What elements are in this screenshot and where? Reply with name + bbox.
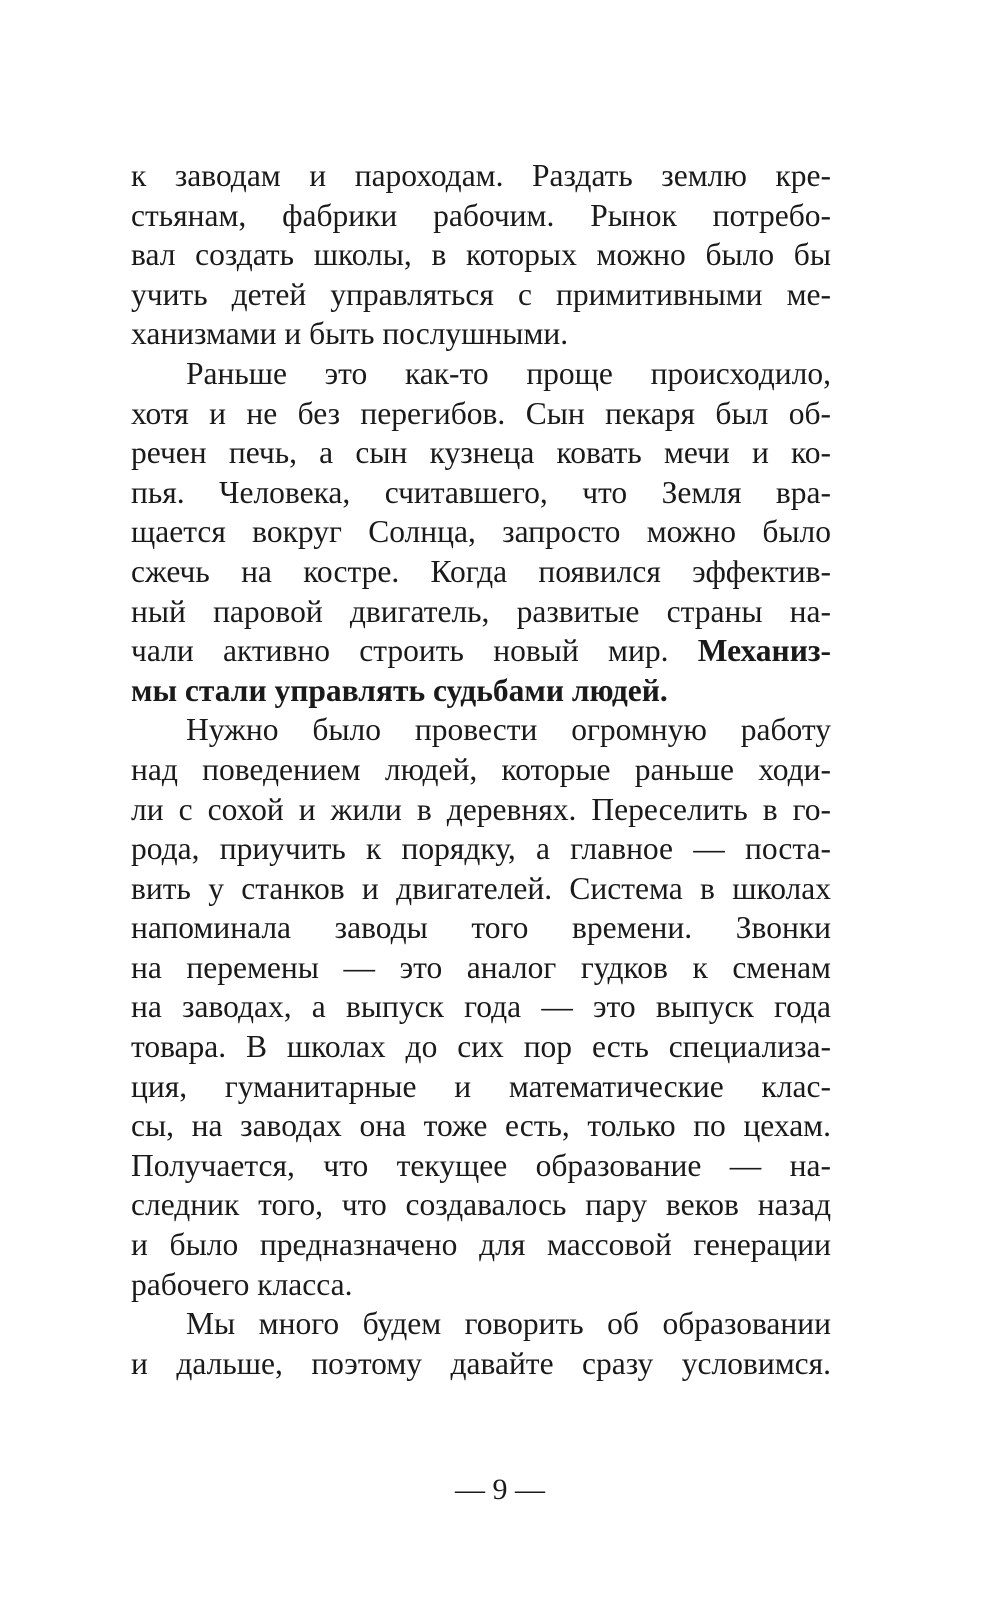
text-line: [131, 156, 831, 196]
page-number: — 9 —: [455, 1473, 545, 1506]
text-line-content: хотя и не без перегибов. Сын пекаря был об-: [131, 395, 831, 431]
text-line: [131, 1225, 831, 1265]
text-line: [131, 552, 831, 592]
text-line: [131, 1027, 831, 1067]
text-line: [131, 631, 831, 671]
paragraph: [131, 156, 831, 354]
bold-emphasis: Механиз-: [697, 633, 831, 669]
paragraph: [131, 354, 831, 710]
text-line-content: мы стали управлять судьбами людей.: [131, 672, 668, 708]
text-line-content: речен печь, а сын кузнеца ковать мечи и ко-: [131, 435, 831, 471]
paragraph: [131, 710, 831, 1304]
text-line-content: сы, на заводах она тоже есть, только по цехам.: [131, 1108, 831, 1144]
text-line: [131, 473, 831, 513]
text-line: [131, 1106, 831, 1146]
text-line: [131, 829, 831, 869]
text-line: [131, 1344, 831, 1384]
text-line: [131, 1146, 831, 1186]
text-line-content: на перемены — это аналог гудков к сменам: [131, 949, 831, 985]
text-line: [131, 592, 831, 632]
text-line-content: напоминала заводы того времени. Звонки: [131, 910, 831, 946]
text-line: [131, 869, 831, 909]
text-line-content: ли с сохой и жили в деревнях. Переселить в го-: [131, 791, 831, 827]
text-line: [131, 710, 831, 750]
text-line-content: над поведением людей, которые раньше ходи-: [131, 751, 831, 787]
text-line-content: сжечь на костре. Когда появился эффектив-: [131, 553, 831, 589]
text-line: [131, 394, 831, 434]
text-line: [131, 790, 831, 830]
text-line: [131, 987, 831, 1027]
text-line-content: и было предназначено для массовой генерации: [131, 1227, 831, 1263]
text-line: [131, 1185, 831, 1225]
text-line: [131, 512, 831, 552]
text-line-content: учить детей управляться с примитивными ме-: [131, 276, 831, 312]
text-line: [131, 1304, 831, 1344]
body-text: [131, 156, 831, 1383]
text-line-content: и дальше, поэтому давайте сразу условимся.: [131, 1345, 831, 1381]
text-line: [131, 750, 831, 790]
text-line-content: рабочего класса.: [131, 1266, 353, 1302]
text-line-content: щается вокруг Солнца, запросто можно было: [131, 514, 831, 550]
text-line-content: вить у станков и двигателей. Система в школах: [131, 870, 831, 906]
text-line-content: рода, приучить к порядку, а главное — поста-: [131, 831, 831, 867]
text-line: [131, 196, 831, 236]
text-line-content: чали активно строить новый мир.: [131, 633, 669, 669]
text-line: [131, 948, 831, 988]
text-line: [131, 1265, 831, 1305]
text-line: [131, 235, 831, 275]
text-line-content: ный паровой двигатель, развитые страны на-: [131, 593, 831, 629]
text-line-content: к заводам и пароходам. Раздать землю кре-: [131, 158, 831, 193]
text-line-content: вал создать школы, в которых можно было бы: [131, 237, 831, 273]
text-line: [131, 671, 831, 711]
text-line-content: товара. В школах до сих пор есть специализа-: [131, 1029, 831, 1065]
text-line-content: стьянам, фабрики рабочим. Рынок потребо-: [131, 197, 831, 233]
text-line-content: ханизмами и быть послушными.: [131, 316, 569, 352]
paragraph: [131, 1304, 831, 1383]
text-line-content: Мы много будем говорить об образовании: [186, 1306, 831, 1342]
text-line: [131, 908, 831, 948]
text-line-content: ция, гуманитарные и математические клас-: [131, 1068, 831, 1104]
text-line: [131, 314, 831, 354]
text-line: [131, 275, 831, 315]
text-line-content: следник того, что создавалось пару веков назад: [131, 1187, 831, 1223]
text-line: [131, 433, 831, 473]
text-line: [131, 1067, 831, 1107]
text-line-content: Нужно было провести огромную работу: [186, 712, 831, 748]
text-line-content: на заводах, а выпуск года — это выпуск года: [131, 989, 831, 1025]
text-line-content: Получается, что текущее образование — на-: [131, 1147, 831, 1183]
text-line-content: пья. Человека, считавшего, что Земля вра-: [131, 474, 831, 510]
text-line-content: Раньше это как-то проще происходило,: [186, 355, 831, 391]
text-line: [131, 354, 831, 394]
